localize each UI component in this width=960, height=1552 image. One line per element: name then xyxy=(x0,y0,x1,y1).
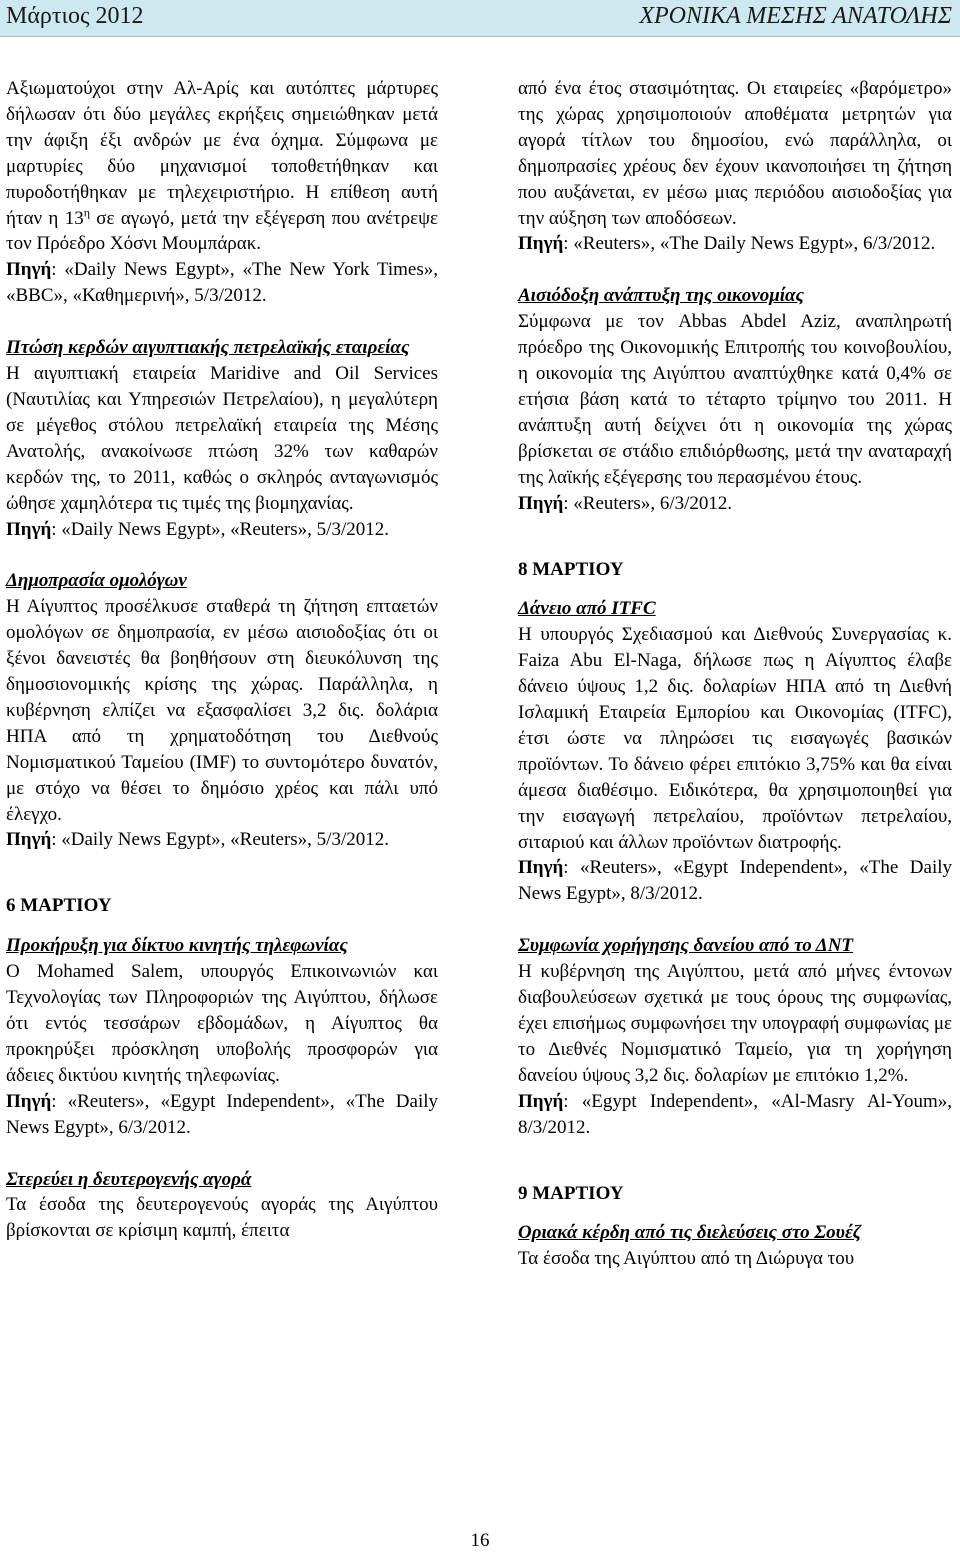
article-source: Πηγή: «Reuters», 6/3/2012. xyxy=(518,492,733,514)
intro-source: Πηγή: «Daily News Egypt», «The New York Times», «BBC», «Καθημερινή», 5/3/2012. xyxy=(6,259,438,307)
publication-title: ΧΡΟΝΙΚΑ ΜΕΣΗΣ ΑΝΑΤΟΛΗΣ xyxy=(639,3,952,29)
article-heading: Δάνειο από ITFC xyxy=(518,598,656,620)
article-source: Πηγή: «Daily News Egypt», «Reuters», 5/3/2012. xyxy=(6,829,389,851)
article-body: Τα έσοδα της δευτερογενούς αγοράς της Αιγύπτου βρίσκονται σε κρίσιμη καμπή, έπειτα xyxy=(6,1194,438,1242)
article-source: Πηγή: «Reuters», «The Daily News Egypt», 6/3/2012. xyxy=(518,233,936,255)
article-heading: Οριακά κέρδη από τις διελεύσεις στο Σουέζ xyxy=(518,1222,862,1244)
article-source: Πηγή: «Reuters», «Egypt Independent», «The Daily News Egypt», 6/3/2012. xyxy=(6,1090,438,1138)
right-column xyxy=(518,76,952,1272)
article-heading: Προκήρυξη για δίκτυο κινητής τηλεφωνίας xyxy=(6,935,348,957)
article-body: Ο Mohamed Salem, υπουργός Επικοινωνιών και Τεχνολογίας των Πληροφοριών της Αιγύπτου, δήλωσε ότι εντός τεσσάρων εβδομάδων, η Αίγυπτος θα προκηρύξει πρόσκληση υποβολής προσφορών για άδειες δικτύου κινητής τηλεφωνίας. xyxy=(6,961,438,1086)
date-heading: 6 ΜΑΡΤΙΟΥ xyxy=(6,895,112,917)
article-body: Σύμφωνα με τον Abbas Abdel Aziz, αναπληρωτή πρόεδρο της Οικονομικής Επιτροπής του κοινοβουλίου, η οικονομία της Αιγύπτου αναπτύχθηκε κατά 0,4% σε ετήσια βάση κατά το τέταρτο τρίμηνο του 2011. Η ανάπτυξη αυτή δείχνει ότι η οικονομία της χώρας βρίσκεται σε στάδιο επιδιόρθωσης, μετά την αναταραχή της λαϊκής εξέγερσης του περασμένου έτους. xyxy=(518,311,952,488)
article-source: Πηγή: «Daily News Egypt», «Reuters», 5/3/2012. xyxy=(6,518,389,540)
date-heading: 9 ΜΑΡΤΙΟΥ xyxy=(518,1182,624,1204)
date-heading: 8 ΜΑΡΤΙΟΥ xyxy=(518,558,624,580)
article-source: Πηγή: «Reuters», «Egypt Independent», «The Daily News Egypt», 8/3/2012. xyxy=(518,857,952,905)
article-heading: Στερεύει η δευτερογενής αγορά xyxy=(6,1168,252,1190)
article-heading: Πτώση κερδών αιγυπτιακής πετρελαϊκής εταιρείας xyxy=(6,337,410,359)
article-source: Πηγή: «Egypt Independent», «Al-Masry Al-Youm», 8/3/2012. xyxy=(518,1090,952,1138)
article-body: Η υπουργός Σχεδιασμού και Διεθνούς Συνεργασίας κ. Faiza Abu El-Naga, δήλωσε πως η Αίγυπτος έλαβε δάνειο ύψους 1,2 δις. δολαρίων ΗΠΑ από τη Διεθνή Ισλαμική Εταιρεία Εμπορίου και Οικονομίας (ITFC), έτσι ώστε να πληρώσει τις εισαγωγές βασικών προϊόντων. Το δάνειο φέρει επιτόκιο 3,75% και θα είναι άμεσα διαθέσιμο. Ειδικότερα, θα χρησιμοποιηθεί για την εισαγωγή πετρελαίου, προϊόντων πετρελαίου, σιταριού και άλλων προϊόντων διατροφής. xyxy=(518,624,952,853)
issue-date: Μάρτιος 2012 xyxy=(6,3,144,29)
article-heading: Δημοπρασία ομολόγων xyxy=(6,570,187,592)
page-number: 16 xyxy=(470,1530,490,1551)
article-body: Η αιγυπτιακή εταιρεία Maridive and Oil Services (Ναυτιλίας και Υπηρεσιών Πετρελαίου), η μεγαλύτερη σε μέγεθος στόλου πετρελαϊκή εταιρεία της Μέσης Ανατολής, ανακοίνωσε πτώση 32% των καθαρών κερδών της, το 2011, καθώς ο σκληρός ανταγωνισμός ώθησε χαμηλότερα τις τιμές της βιομηχανίας. xyxy=(6,363,438,514)
article-body: Τα έσοδα της Αιγύπτου από τη Διώρυγα του xyxy=(518,1248,855,1270)
article-heading: Συμφωνία χορήγησης δανείου από το ΔΝΤ xyxy=(518,935,854,957)
article-body: Η Αίγυπτος προσέλκυσε σταθερά τη ζήτηση επταετών ομολόγων σε δημοπρασία, εν μέσω αισιοδοξίας ότι οι ξένοι δανειστές θα βοηθήσουν στη διευκόλυνση της δημοσιονομικής κρίσης της χώρας. Παράλληλα, η κυβέρνηση ελπίζει να εξασφαλίσει 3,2 δις. δολάρια ΗΠΑ από τη χρηματοδότηση του Διεθνούς Νομισματικού Ταμείου (IMF) το συντομότερο δυνατόν, με στόχο να θέσει το δημόσιο χρέος και πάλι υπό έλεγχο. xyxy=(6,596,438,825)
article-body: Η κυβέρνηση της Αιγύπτου, μετά από μήνες έντονων διαβουλεύσεων σχετικά με τους όρους της συμφωνίας, έχει επισήμως συμφωνήσει την υπογραφή συμφωνίας με το Διεθνές Νομισματικό Ταμείο, για τη χορήγηση δανείου ύψους 3,2 δις. δολαρίων με επιτόκιο 1,2%. xyxy=(518,961,952,1086)
page-header xyxy=(0,0,960,37)
intro-paragraph: Αξιωματούχοι στην Αλ-Αρίς και αυτόπτες μάρτυρες δήλωσαν ότι δύο μεγάλες εκρήξεις σημειώθηκαν μετά την άφιξη έξι ανδρών με ένα όχημα. Σύμφωνα με μαρτυρίες δύο μηχανισμοί τοποθετήθηκαν και πυροδοτήθηκαν με τηλεχειριστήριο. Η επίθεση αυτή ήταν η $13^\eta$ σε αγωγό, μετά την εξέγερση που ανέτρεψε τον Πρόεδρο Χόσνι Μουμπάρακ. xyxy=(6,78,438,255)
article-body-continued: από ένα έτος στασιμότητας. Οι εταιρείες «βαρόμετρο» της χώρας χρησιμοποιούν αποθέματα μετρητών για αγορά τίτλων του δημοσίου, ενώ παράλληλα, οι δημοπρασίες χρέους δεν έχουν ικανοποιήσει τη ζήτηση που αυξάνεται, εν μέσω μιας περιόδου αισιοδοξίας για την αύξηση των αποδόσεων. xyxy=(518,78,952,229)
article-heading: Αισιόδοξη ανάπτυξη της οικονομίας xyxy=(518,285,805,307)
left-column xyxy=(6,76,438,1244)
